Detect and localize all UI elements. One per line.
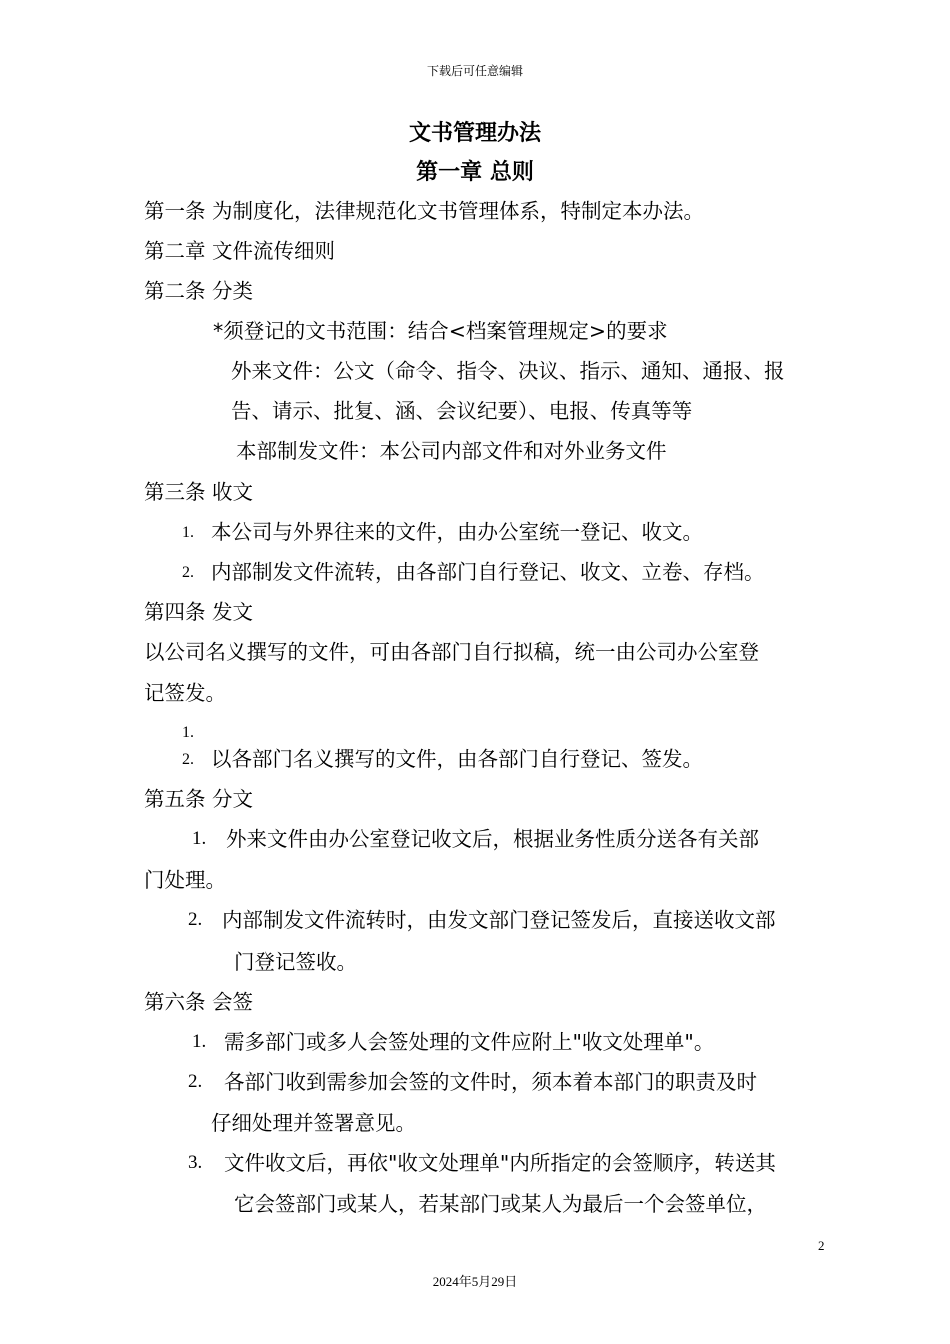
list-number: 2. [182,564,194,581]
list-item: 文件收文后，再依"收文处理单"内所指定的会签顺序，转送其 [224,1151,776,1175]
list-number: 1. [182,724,194,741]
article-4-heading: 第四条 发文 [144,600,254,624]
list-item-continuation: 仔细处理并签署意见。 [211,1111,416,1135]
list-item: 各部门收到需参加会签的文件时，须本着本部门的职责及时 [224,1070,757,1094]
chapter-two-heading: 第二章 文件流传细则 [144,239,336,263]
list-item: 外来文件由办公室登记收文后，根据业务性质分送各有关部 [226,827,759,851]
list-number: 1. [182,524,194,541]
page-header: 下载后可任意编辑 [426,64,523,78]
list-number: 1. [192,1031,207,1052]
external-documents-line1: 外来文件：公文（命令、指令、决议、指示、通知、通报、报 [231,359,785,383]
list-number: 3. [188,1152,203,1173]
list-number: 2. [188,1071,203,1092]
list-item: 内部制发文件流转，由各部门自行登记、收文、立卷、存档。 [211,560,765,584]
page-number: 2 [818,1238,825,1253]
chapter-one-heading: 第一章 总则 [416,160,534,185]
article-4-paragraph-line1: 以公司名义撰写的文件，可由各部门自行拟稿，统一由公司办公室登 [144,640,759,664]
list-item: 以各部门名义撰写的文件，由各部门自行登记、签发。 [211,747,703,771]
article-3-heading: 第三条 收文 [144,480,254,504]
footer-date: 2024年5月29日 [432,1274,518,1289]
list-item-continuation: 它会签部门或某人，若某部门或某人为最后一个会签单位， [234,1192,767,1216]
registration-scope: *须登记的文书范围：结合<档案管理规定>的要求 [213,319,668,343]
article-5-heading: 第五条 分文 [144,787,254,811]
article-4-paragraph-line2: 记签发。 [144,681,226,705]
list-number: 2. [182,751,194,768]
list-item: 本公司与外界往来的文件，由办公室统一登记、收文。 [211,520,703,544]
list-item: 需多部门或多人会签处理的文件应附上"收文处理单"。 [224,1030,715,1054]
external-documents-line2: 告、请示、批复、涵、会议纪要）、电报、传真等等 [231,399,693,423]
list-number: 1. [192,828,207,849]
list-item-continuation: 门登记签收。 [234,950,357,974]
list-item: 内部制发文件流转时，由发文部门登记签发后，直接送收文部 [222,908,776,932]
article-1: 第一条 为制度化，法律规范化文书管理体系，特制定本办法。 [144,199,705,223]
article-2-heading: 第二条 分类 [144,279,254,303]
list-item-continuation: 门处理。 [144,868,226,892]
list-number: 2. [188,909,203,930]
internal-documents: 本部制发文件：本公司内部文件和对外业务文件 [236,439,667,463]
article-6-heading: 第六条 会签 [144,990,254,1014]
document-title: 文书管理办法 [408,121,541,146]
